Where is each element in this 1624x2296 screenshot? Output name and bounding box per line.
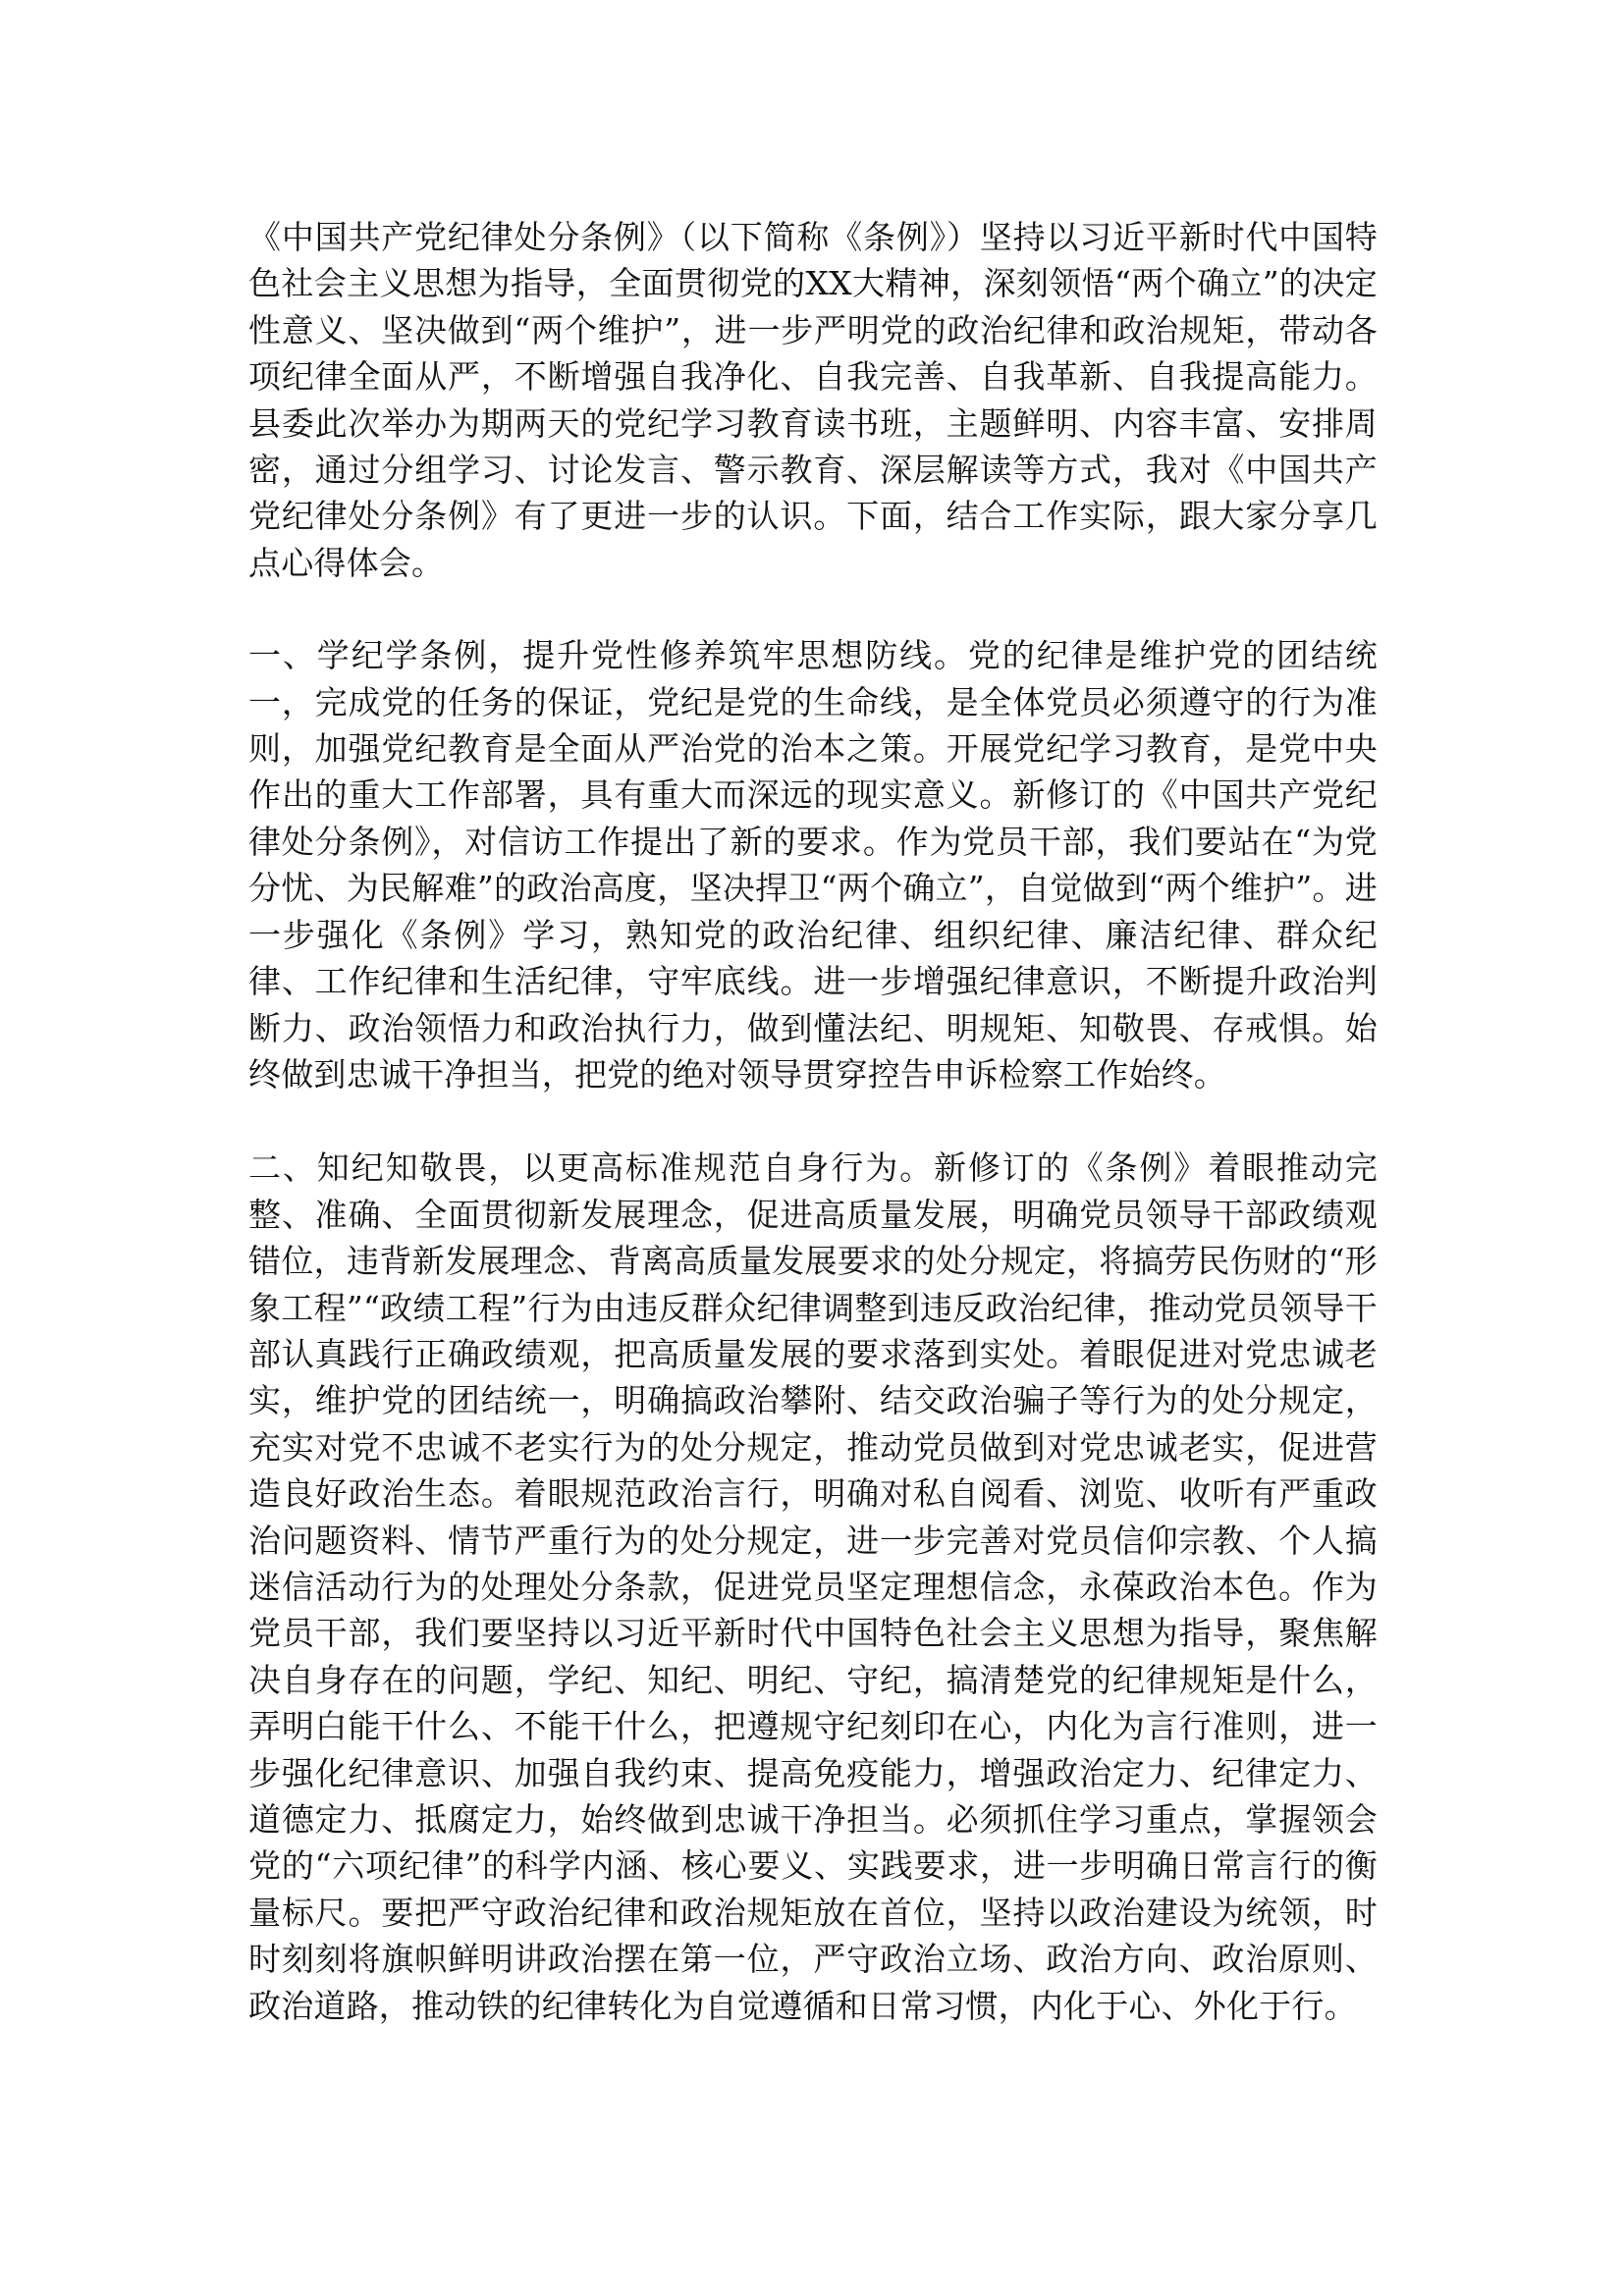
intro-paragraph: 《中国共产党纪律处分条例》（以下简称《条例》）坚持以习近平新时代中国特色社会主义思想为指导，全面贯彻党的XX大精神，深刻领悟“两个确立”的决定性意义、坚决做到“两个维护”，进一步严明党的政治纪律和政治规矩，带动各项纪律全面从严，不断增强自我净化、自我完善、自我革新、自我提高能力。县委此次举办为期两天的党纪学习教育读书班，主题鲜明、内容丰富、安排周密，通过分组学习、讨论发言、警示教育、深层解读等方式，我对《中国共产党纪律处分条例》有了更进一步的认识。下面，结合工作实际，跟大家分享几点心得体会。 (248, 218, 1378, 582)
document-body (248, 214, 1378, 2075)
section-two-paragraph: 二、知纪知敬畏，以更高标准规范自身行为。新修订的《条例》着眼推动完整、准确、全面贯彻新发展理念，促进高质量发展，明确党员领导干部政绩观错位，违背新发展理念、背离高质量发展要求的处分规定，将搞劳民伤财的“形象工程”“政绩工程”行为由违反群众纪律调整到违反政治纪律，推动党员领导干部认真践行正确政绩观，把高质量发展的要求落到实处。着眼促进对党忠诚老实，维护党的团结统一，明确搞政治攀附、结交政治骗子等行为的处分规定，充实对党不忠诚不老实行为的处分规定，推动党员做到对党忠诚老实，促进营造良好政治生态。着眼规范政治言行，明确对私自阅看、浏览、收听有严重政治问题资料、情节严重行为的处分规定，进一步完善对党员信仰宗教、个人搞迷信活动行为的处理处分条款，促进党员坚定理想信念，永葆政治本色。作为党员干部，我们要坚持以习近平新时代中国特色社会主义思想为指导，聚焦解决自身存在的问题，学纪、知纪、明纪、守纪，搞清楚党的纪律规矩是什么，弄明白能干什么、不能干什么，把遵规守纪刻印在心，内化为言行准则，进一步强化纪律意识、加强自我约束、提高免疫能力，增强政治定力、纪律定力、道德定力、抵腐定力，始终做到忠诚干净担当。必须抓住学习重点，掌握领会党的“六项纪律”的科学内涵、核心要义、实践要求，进一步明确日常言行的衡量标尺。要把严守政治纪律和政治规矩放在首位，坚持以政治建设为统领，时时刻刻将旗帜鲜明讲政治摆在第一位，严守政治立场、政治方向、政治原则、政治道路，推动铁的纪律转化为自觉遵循和日常习惯，内化于心、外化于行。 (248, 1148, 1378, 2025)
section-one-paragraph: 一、学纪学条例，提升党性修养筑牢思想防线。党的纪律是维护党的团结统一，完成党的任务的保证，党纪是党的生命线，是全体党员必须遵守的行为准则，加强党纪教育是全面从严治党的治本之策。开展党纪学习教育，是党中央作出的重大工作部署，具有重大而深远的现实意义。新修订的《中国共产党纪律处分条例》，对信访工作提出了新的要求。作为党员干部，我们要站在“为党分忧、为民解难”的政治高度，坚决捍卫“两个确立”，自觉做到“两个维护”。进一步强化《条例》学习，熟知党的政治纪律、组织纪律、廉洁纪律、群众纪律、工作纪律和生活纪律，守牢底线。进一步增强纪律意识，不断提升政治判断力、政治领悟力和政治执行力，做到懂法纪、明规矩、知敬畏、存戒惧。始终做到忠诚干净担当，把党的绝对领导贯穿控告申诉检察工作始终。 (248, 636, 1378, 1094)
